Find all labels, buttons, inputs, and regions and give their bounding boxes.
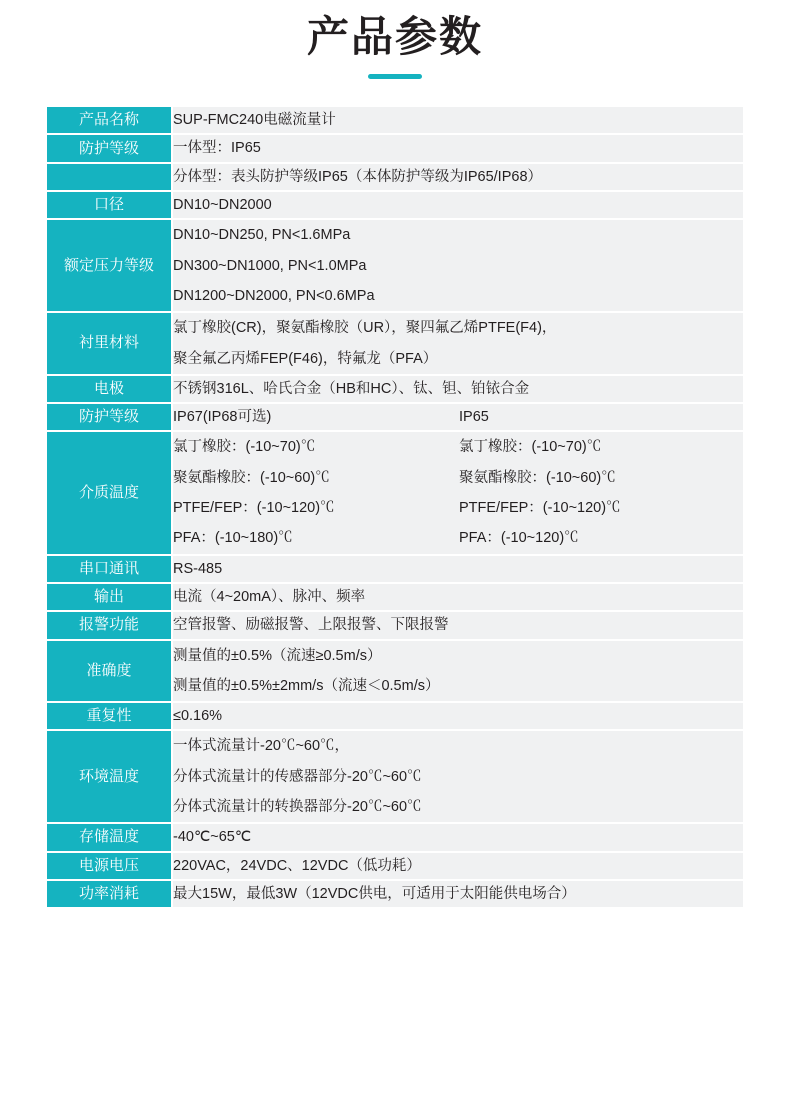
title-underline bbox=[368, 74, 422, 79]
specifications-table bbox=[45, 105, 745, 909]
spec-label: 电源电压 bbox=[47, 853, 171, 879]
spec-label: 衬里材料 bbox=[47, 313, 171, 374]
spec-value bbox=[173, 881, 743, 907]
spec-value bbox=[173, 432, 743, 553]
spec-label: 防护等级 bbox=[47, 135, 171, 161]
spec-value-line: PFA：(-10~180)℃ bbox=[173, 530, 293, 547]
spec-value-line: 聚全氟乙丙烯FEP(F46)，特氟龙（PFA） bbox=[173, 350, 438, 367]
title-block bbox=[0, 0, 790, 79]
table-row bbox=[47, 824, 743, 850]
spec-value-line: 最大15W，最低3W（12VDC供电，可适用于太阳能供电场合） bbox=[173, 885, 576, 902]
spec-value bbox=[173, 313, 743, 374]
table-row bbox=[47, 313, 743, 374]
spec-value-line: IP67(IP68可选) bbox=[173, 409, 272, 426]
spec-label: 防护等级 bbox=[47, 404, 171, 430]
spec-value-line: 氯丁橡胶：(-10~70)℃ bbox=[459, 439, 602, 456]
table-row bbox=[47, 107, 743, 133]
spec-value bbox=[173, 556, 743, 582]
spec-value-line: IP65 bbox=[459, 409, 489, 426]
spec-value-line: 一体型：IP65 bbox=[173, 140, 261, 157]
spec-value-line: PTFE/FEP：(-10~120)℃ bbox=[173, 500, 335, 517]
spec-label: 输出 bbox=[47, 584, 171, 610]
spec-value-line: 分体式流量计的传感器部分-20℃~60℃ bbox=[173, 768, 422, 785]
spec-value-columns bbox=[173, 404, 743, 430]
spec-label: 电极 bbox=[47, 376, 171, 402]
spec-label: 环境温度 bbox=[47, 731, 171, 822]
spec-label: 重复性 bbox=[47, 703, 171, 729]
spec-value bbox=[173, 404, 743, 430]
spec-value-line: DN300~DN1000, PN<1.0MPa bbox=[173, 257, 367, 274]
table-row bbox=[47, 432, 743, 553]
spec-value-col-right bbox=[459, 432, 743, 553]
spec-value-line: 氯丁橡胶(CR)，聚氨酯橡胶（UR），聚四氟乙烯PTFE(F4)， bbox=[173, 320, 557, 337]
table-row bbox=[47, 164, 743, 190]
table-row bbox=[47, 881, 743, 907]
spec-label: 额定压力等级 bbox=[47, 220, 171, 311]
spec-value-line: RS-485 bbox=[173, 560, 223, 577]
table-row bbox=[47, 703, 743, 729]
spec-value-line: 测量值的±0.5%±2mm/s（流速＜0.5m/s） bbox=[173, 677, 440, 694]
spec-value-line: 氯丁橡胶：(-10~70)℃ bbox=[173, 439, 316, 456]
spec-value-line: 电流（4~20mA）、脉冲、频率 bbox=[173, 588, 366, 605]
spec-label: 产品名称 bbox=[47, 107, 171, 133]
spec-value bbox=[173, 135, 743, 161]
spec-value-line: 空管报警、励磁报警、上限报警、下限报警 bbox=[173, 617, 449, 634]
spec-value-line: 一体式流量计-20℃~60℃， bbox=[173, 738, 350, 755]
table-row bbox=[47, 731, 743, 822]
spec-value-line: 测量值的±0.5%（流速≥0.5m/s） bbox=[173, 647, 382, 664]
table-row bbox=[47, 612, 743, 638]
spec-value-col-left bbox=[173, 404, 459, 430]
table-row bbox=[47, 376, 743, 402]
spec-value-line: 聚氨酯橡胶：(-10~60)℃ bbox=[459, 469, 616, 486]
spec-value-line: DN10~DN250, PN<1.6MPa bbox=[173, 227, 351, 244]
spec-value-line: ≤0.16% bbox=[173, 708, 223, 725]
spec-label-blank bbox=[47, 164, 171, 190]
spec-value bbox=[173, 612, 743, 638]
spec-value-line: 不锈钢316L、哈氏合金（HB和HC）、钛、钽、铂铱合金 bbox=[173, 380, 530, 397]
spec-value-line: DN1200~DN2000, PN<0.6MPa bbox=[173, 287, 375, 304]
table-row bbox=[47, 135, 743, 161]
spec-value bbox=[173, 584, 743, 610]
spec-value-line: 220VAC，24VDC、12VDC（低功耗） bbox=[173, 857, 421, 874]
spec-value bbox=[173, 107, 743, 133]
spec-value-line: 聚氨酯橡胶：(-10~60)℃ bbox=[173, 469, 330, 486]
spec-value bbox=[173, 164, 743, 190]
spec-value-line: 分体式流量计的转换器部分-20℃~60℃ bbox=[173, 799, 422, 816]
spec-label: 准确度 bbox=[47, 641, 171, 702]
spec-value bbox=[173, 376, 743, 402]
spec-value bbox=[173, 703, 743, 729]
spec-value-line: SUP-FMC240电磁流量计 bbox=[173, 112, 336, 129]
table-row bbox=[47, 641, 743, 702]
spec-value-col-left bbox=[173, 432, 459, 553]
table-row bbox=[47, 220, 743, 311]
table-row bbox=[47, 192, 743, 218]
spec-label: 功率消耗 bbox=[47, 881, 171, 907]
spec-value bbox=[173, 641, 743, 702]
spec-value bbox=[173, 731, 743, 822]
page-title: 产品参数 bbox=[306, 13, 483, 60]
spec-table-body bbox=[47, 107, 743, 907]
spec-value bbox=[173, 853, 743, 879]
table-row bbox=[47, 853, 743, 879]
spec-value bbox=[173, 192, 743, 218]
table-row bbox=[47, 584, 743, 610]
spec-label: 串口通讯 bbox=[47, 556, 171, 582]
spec-value-line: PTFE/FEP：(-10~120)℃ bbox=[459, 500, 621, 517]
table-row bbox=[47, 404, 743, 430]
spec-value-line: 分体型：表头防护等级IP65（本体防护等级为IP65/IP68） bbox=[173, 168, 543, 185]
spec-value-line: DN10~DN2000 bbox=[173, 197, 272, 214]
spec-label: 存储温度 bbox=[47, 824, 171, 850]
spec-value bbox=[173, 220, 743, 311]
spec-value bbox=[173, 824, 743, 850]
spec-value-columns bbox=[173, 432, 743, 553]
spec-label: 介质温度 bbox=[47, 432, 171, 553]
spec-label: 口径 bbox=[47, 192, 171, 218]
spec-label: 报警功能 bbox=[47, 612, 171, 638]
spec-value-col-right bbox=[459, 404, 743, 430]
spec-value-line: -40℃~65℃ bbox=[173, 829, 252, 846]
spec-value-line: PFA：(-10~120)℃ bbox=[459, 530, 579, 547]
table-row bbox=[47, 556, 743, 582]
